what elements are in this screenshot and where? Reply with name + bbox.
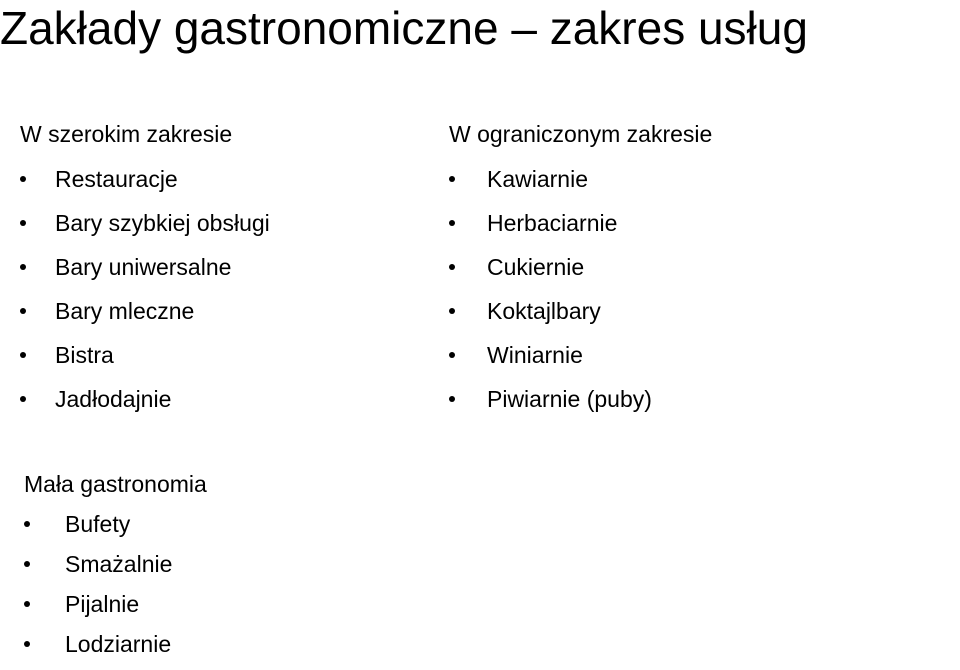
list-item-label: Bary mleczne (55, 298, 195, 324)
bullet-icon (20, 220, 26, 226)
bullet-icon (449, 396, 455, 402)
bullet-list (24, 510, 207, 658)
list-item (449, 385, 712, 413)
bullet-icon (20, 396, 26, 402)
bullet-icon (449, 308, 455, 314)
list-item (20, 297, 270, 325)
list-item (24, 590, 207, 618)
list-item-label: Lodziarnie (65, 631, 172, 657)
bullet-list (20, 165, 270, 413)
list-item (449, 253, 712, 281)
bullet-icon (24, 601, 30, 607)
list-item-label: Kawiarnie (487, 166, 588, 192)
list-item-label: Bary uniwersalne (55, 254, 232, 280)
section-limited-scope (449, 120, 712, 429)
list-item-label: Pijalnie (65, 591, 140, 617)
list-item (24, 550, 207, 578)
list-item-label: Bary szybkiej obsługi (55, 210, 270, 236)
page-title: Zakłady gastronomiczne – zakres usług (0, 2, 808, 54)
list-item-label: Jadłodajnie (55, 386, 172, 412)
list-item (20, 341, 270, 369)
list-item (20, 385, 270, 413)
list-item-label: Cukiernie (487, 254, 585, 280)
list-item-label: Restauracje (55, 166, 178, 192)
list-item-label: Piwiarnie (puby) (487, 386, 652, 412)
list-item-label: Smażalnie (65, 551, 173, 577)
list-item-label: Koktajlbary (487, 298, 601, 324)
list-item-label: Winiarnie (487, 342, 583, 368)
section-heading: W ograniczonym zakresie (449, 121, 713, 147)
section-heading: Mała gastronomia (24, 471, 207, 497)
list-item-label: Bistra (55, 342, 114, 368)
list-item (449, 209, 712, 237)
section-small-gastronomy (24, 470, 207, 670)
list-item (449, 341, 712, 369)
bullet-icon (449, 220, 455, 226)
list-item (24, 630, 207, 658)
bullet-icon (20, 308, 26, 314)
list-item-label: Bufety (65, 511, 131, 537)
bullet-icon (449, 264, 455, 270)
list-item (20, 165, 270, 193)
bullet-icon (449, 176, 455, 182)
list-item (449, 165, 712, 193)
list-item (20, 253, 270, 281)
bullet-icon (449, 352, 455, 358)
list-item (24, 510, 207, 538)
list-item (449, 297, 712, 325)
section-wide-scope (20, 120, 270, 429)
bullet-icon (20, 176, 26, 182)
bullet-icon (20, 264, 26, 270)
bullet-icon (24, 521, 30, 527)
list-item-label: Herbaciarnie (487, 210, 618, 236)
bullet-list (449, 165, 712, 413)
section-heading: W szerokim zakresie (20, 121, 233, 147)
bullet-icon (20, 352, 26, 358)
list-item (20, 209, 270, 237)
bullet-icon (24, 641, 30, 647)
bullet-icon (24, 561, 30, 567)
